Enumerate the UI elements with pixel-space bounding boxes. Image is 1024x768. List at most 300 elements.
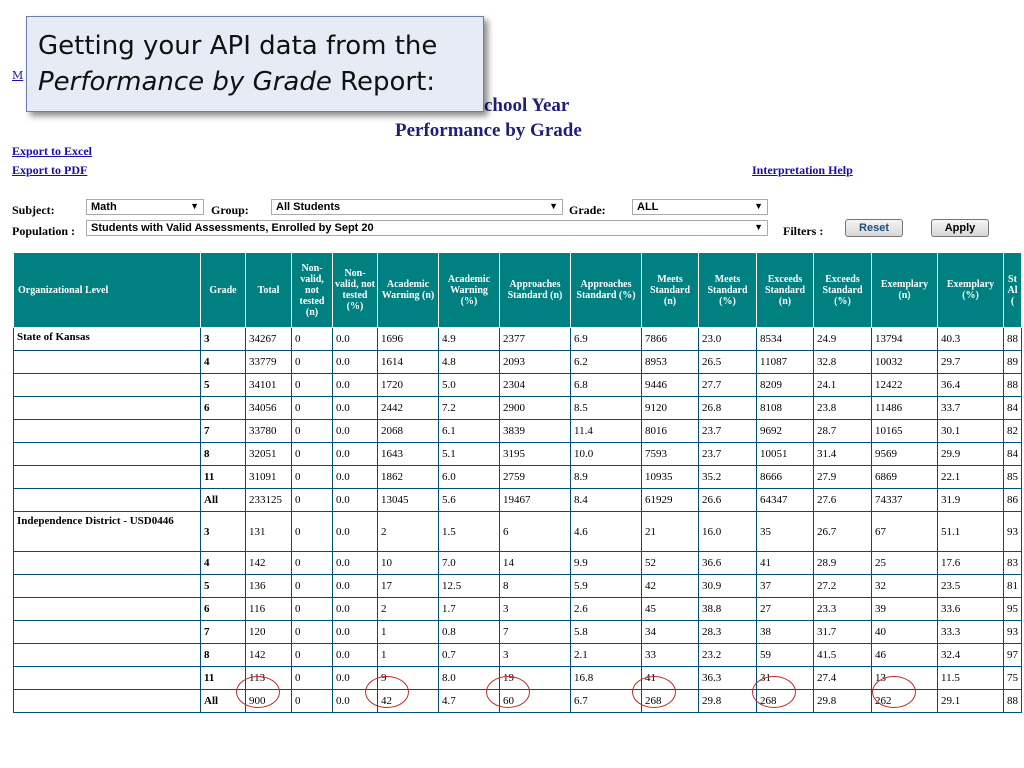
org-level-cell	[14, 598, 201, 621]
table-cell: 11.4	[571, 420, 642, 443]
table-cell: 9692	[757, 420, 814, 443]
table-cell: 0	[292, 575, 333, 598]
table-body	[14, 328, 1022, 713]
org-level-cell	[14, 420, 201, 443]
grade-label: Grade:	[569, 203, 606, 217]
table-cell: 9.9	[571, 552, 642, 575]
org-level-cell	[14, 351, 201, 374]
table-cell: 24.9	[814, 328, 872, 351]
grade-cell: 4	[201, 351, 246, 374]
table-cell: 7866	[642, 328, 699, 351]
table-cell: 0.0	[333, 552, 378, 575]
table-cell: 19	[500, 667, 571, 690]
table-cell: 5.0	[439, 374, 500, 397]
table-cell: 40	[872, 621, 938, 644]
table-cell: 5.8	[571, 621, 642, 644]
table-cell: 0.0	[333, 598, 378, 621]
table-cell: 8.4	[571, 489, 642, 512]
table-cell: 28.7	[814, 420, 872, 443]
table-cell: 31.7	[814, 621, 872, 644]
table-cell: 7	[500, 621, 571, 644]
table-cell: 89	[1004, 351, 1022, 374]
table-cell: 233125	[246, 489, 292, 512]
subject-select[interactable]	[86, 199, 204, 215]
table-cell: 36.4	[938, 374, 1004, 397]
table-cell: 34056	[246, 397, 292, 420]
table-cell: 9446	[642, 374, 699, 397]
column-header: Exceeds Standard (%)	[814, 253, 872, 328]
org-level-cell	[14, 397, 201, 420]
table-cell: 1720	[378, 374, 439, 397]
table-cell: 0.0	[333, 397, 378, 420]
table-cell: 38.8	[699, 598, 757, 621]
table-row	[14, 420, 1022, 443]
table-cell: 0.8	[439, 621, 500, 644]
table-cell: 8209	[757, 374, 814, 397]
table-cell: 93	[1004, 621, 1022, 644]
table-cell: 0.0	[333, 621, 378, 644]
table-cell: 24.1	[814, 374, 872, 397]
table-cell: 0.0	[333, 667, 378, 690]
table-cell: 3195	[500, 443, 571, 466]
table-cell: 10032	[872, 351, 938, 374]
column-header: Non-valid, not tested (n)	[292, 253, 333, 328]
filters-label: Filters :	[783, 224, 824, 238]
table-cell: 10935	[642, 466, 699, 489]
column-header: Exemplary (%)	[938, 253, 1004, 328]
table-row	[14, 552, 1022, 575]
column-header: Exemplary (n)	[872, 253, 938, 328]
table-cell: 0.0	[333, 512, 378, 552]
table-cell: 8016	[642, 420, 699, 443]
table-cell: 131	[246, 512, 292, 552]
table-cell: 64347	[757, 489, 814, 512]
table-cell: 27.9	[814, 466, 872, 489]
performance-table	[13, 252, 1022, 713]
table-cell: 45	[642, 598, 699, 621]
table-cell: 84	[1004, 443, 1022, 466]
table-cell: 8.5	[571, 397, 642, 420]
table-cell: 11.5	[938, 667, 1004, 690]
table-row	[14, 351, 1022, 374]
table-cell: 2	[378, 598, 439, 621]
table-cell: 28.9	[814, 552, 872, 575]
table-cell: 7.2	[439, 397, 500, 420]
report-title-line-2: Performance by Grade	[395, 120, 582, 141]
table-cell: 37	[757, 575, 814, 598]
column-header: Grade	[201, 253, 246, 328]
table-cell: 36.6	[699, 552, 757, 575]
table-cell: 10051	[757, 443, 814, 466]
table-cell: 17.6	[938, 552, 1004, 575]
column-header: Exceeds Standard (n)	[757, 253, 814, 328]
top-link-fragment[interactable]: M	[12, 69, 24, 82]
table-cell: 33780	[246, 420, 292, 443]
table-cell: 2093	[500, 351, 571, 374]
callout-box	[26, 16, 484, 112]
table-row	[14, 575, 1022, 598]
table-cell: 31	[757, 667, 814, 690]
table-cell: 67	[872, 512, 938, 552]
table-cell: 0	[292, 598, 333, 621]
grade-cell: All	[201, 690, 246, 713]
table-cell: 40.3	[938, 328, 1004, 351]
grade-cell: 7	[201, 621, 246, 644]
table-cell: 81	[1004, 575, 1022, 598]
table-cell: 7.0	[439, 552, 500, 575]
table-cell: 268	[642, 690, 699, 713]
table-row	[14, 598, 1022, 621]
report-title-line-1: chool Year	[484, 95, 570, 116]
table-cell: 1	[378, 644, 439, 667]
column-header: Academic Warning (%)	[439, 253, 500, 328]
table-row	[14, 443, 1022, 466]
table-cell: 7593	[642, 443, 699, 466]
table-cell: 0.7	[439, 644, 500, 667]
population-value: Students with Valid Assessments, Enrolled by Sept 20	[91, 222, 374, 234]
table-cell: 8666	[757, 466, 814, 489]
table-cell: 0	[292, 644, 333, 667]
org-level-cell	[14, 443, 201, 466]
table-row	[14, 489, 1022, 512]
grade-cell: 3	[201, 512, 246, 552]
callout-line-2-rest: Report:	[331, 67, 436, 97]
table-cell: 0	[292, 328, 333, 351]
column-header: Organizational Level	[14, 253, 201, 328]
table-cell: 27.6	[814, 489, 872, 512]
table-cell: 27	[757, 598, 814, 621]
table-cell: 0	[292, 512, 333, 552]
table-cell: 23.0	[699, 328, 757, 351]
table-cell: 13	[872, 667, 938, 690]
table-cell: 8534	[757, 328, 814, 351]
population-select[interactable]	[86, 220, 768, 236]
interpretation-help-link[interactable]: Interpretation Help	[752, 163, 853, 177]
table-cell: 0.0	[333, 690, 378, 713]
grade-cell: 11	[201, 667, 246, 690]
table-cell: 27.2	[814, 575, 872, 598]
table-cell: 4.8	[439, 351, 500, 374]
table-cell: 10.0	[571, 443, 642, 466]
table-cell: 142	[246, 644, 292, 667]
table-cell: 75	[1004, 667, 1022, 690]
export-pdf-link[interactable]: Export to PDF	[12, 163, 88, 177]
table-header-row	[14, 253, 1022, 328]
table-cell: 9	[378, 667, 439, 690]
chevron-down-icon: ▼	[190, 201, 199, 211]
table-cell: 0	[292, 397, 333, 420]
table-cell: 21	[642, 512, 699, 552]
table-cell: 0.0	[333, 443, 378, 466]
table-cell: 0.0	[333, 328, 378, 351]
export-excel-link[interactable]: Export to Excel	[12, 144, 92, 158]
table-cell: 39	[872, 598, 938, 621]
column-header: Approaches Standard (n)	[500, 253, 571, 328]
table-row	[14, 328, 1022, 351]
table-cell: 9569	[872, 443, 938, 466]
table-cell: 52	[642, 552, 699, 575]
table-cell: 22.1	[938, 466, 1004, 489]
table-cell: 33.6	[938, 598, 1004, 621]
table-cell: 8.0	[439, 667, 500, 690]
callout-report-name: Performance by Grade	[38, 67, 332, 97]
table-cell: 34101	[246, 374, 292, 397]
table-cell: 25	[872, 552, 938, 575]
table-cell: 27.7	[699, 374, 757, 397]
table-cell: 74337	[872, 489, 938, 512]
table-cell: 26.6	[699, 489, 757, 512]
table-cell: 0	[292, 351, 333, 374]
table-cell: 0.0	[333, 420, 378, 443]
table-cell: 83	[1004, 552, 1022, 575]
table-cell: 16.0	[699, 512, 757, 552]
table-cell: 6869	[872, 466, 938, 489]
table-cell: 4.7	[439, 690, 500, 713]
table-cell: 1.7	[439, 598, 500, 621]
table-cell: 142	[246, 552, 292, 575]
table-cell: 6.0	[439, 466, 500, 489]
table-cell: 1696	[378, 328, 439, 351]
table-cell: 900	[246, 690, 292, 713]
table-cell: 42	[642, 575, 699, 598]
table-cell: 3839	[500, 420, 571, 443]
grade-cell: 5	[201, 575, 246, 598]
grade-cell: All	[201, 489, 246, 512]
table-cell: 17	[378, 575, 439, 598]
table-cell: 6.1	[439, 420, 500, 443]
table-cell: 41	[642, 667, 699, 690]
table-cell: 41	[757, 552, 814, 575]
table-cell: 1643	[378, 443, 439, 466]
table-row	[14, 690, 1022, 713]
org-level-cell	[14, 466, 201, 489]
table-cell: 5.1	[439, 443, 500, 466]
table-cell: 11486	[872, 397, 938, 420]
table-cell: 4.9	[439, 328, 500, 351]
table-cell: 2068	[378, 420, 439, 443]
table-cell: 1614	[378, 351, 439, 374]
table-cell: 32.8	[814, 351, 872, 374]
table-cell: 2759	[500, 466, 571, 489]
table-cell: 33	[642, 644, 699, 667]
table-cell: 16.8	[571, 667, 642, 690]
table-cell: 2377	[500, 328, 571, 351]
table-cell: 61929	[642, 489, 699, 512]
grade-cell: 4	[201, 552, 246, 575]
table-cell: 36.3	[699, 667, 757, 690]
table-cell: 30.1	[938, 420, 1004, 443]
table-cell: 23.2	[699, 644, 757, 667]
table-cell: 6	[500, 512, 571, 552]
table-cell: 1	[378, 621, 439, 644]
table-cell: 5.9	[571, 575, 642, 598]
org-level-cell	[14, 621, 201, 644]
table-cell: 12.5	[439, 575, 500, 598]
table-cell: 19467	[500, 489, 571, 512]
table-cell: 9120	[642, 397, 699, 420]
column-header: Meets Standard (n)	[642, 253, 699, 328]
table-cell: 23.8	[814, 397, 872, 420]
table-cell: 29.9	[938, 443, 1004, 466]
table-cell: 13794	[872, 328, 938, 351]
table-cell: 3	[500, 644, 571, 667]
table-cell: 35	[757, 512, 814, 552]
table-cell: 29.8	[814, 690, 872, 713]
table-cell: 0	[292, 466, 333, 489]
table-cell: 120	[246, 621, 292, 644]
group-label: Group:	[211, 203, 249, 217]
table-cell: 0.0	[333, 644, 378, 667]
table-cell: 12422	[872, 374, 938, 397]
table-cell: 13045	[378, 489, 439, 512]
table-cell: 8.9	[571, 466, 642, 489]
column-header: Meets Standard (%)	[699, 253, 757, 328]
table-cell: 0.0	[333, 374, 378, 397]
table-cell: 2442	[378, 397, 439, 420]
table-cell: 268	[757, 690, 814, 713]
grade-cell: 8	[201, 644, 246, 667]
column-header: Non-valid, not tested (%)	[333, 253, 378, 328]
table-row	[14, 466, 1022, 489]
table-cell: 1.5	[439, 512, 500, 552]
org-level-cell: State of Kansas	[14, 328, 201, 351]
table-cell: 97	[1004, 644, 1022, 667]
table-cell: 93	[1004, 512, 1022, 552]
table-cell: 2304	[500, 374, 571, 397]
table-cell: 0.0	[333, 575, 378, 598]
table-cell: 2900	[500, 397, 571, 420]
table-cell: 88	[1004, 374, 1022, 397]
table-cell: 0	[292, 552, 333, 575]
column-header: Approaches Standard (%)	[571, 253, 642, 328]
column-header: Total	[246, 253, 292, 328]
table-cell: 29.8	[699, 690, 757, 713]
group-select[interactable]	[271, 199, 563, 215]
table-cell: 23.7	[699, 420, 757, 443]
table-cell: 14	[500, 552, 571, 575]
subject-label: Subject:	[12, 203, 55, 217]
population-label: Population :	[12, 224, 76, 238]
table-cell: 31091	[246, 466, 292, 489]
table-cell: 10165	[872, 420, 938, 443]
table-cell: 5.6	[439, 489, 500, 512]
table-cell: 11087	[757, 351, 814, 374]
grade-cell: 11	[201, 466, 246, 489]
table-cell: 85	[1004, 466, 1022, 489]
group-value: All Students	[276, 201, 341, 213]
table-cell: 29.7	[938, 351, 1004, 374]
table-cell: 95	[1004, 598, 1022, 621]
table-cell: 38	[757, 621, 814, 644]
table-cell: 0	[292, 374, 333, 397]
table-cell: 84	[1004, 397, 1022, 420]
table-cell: 23.5	[938, 575, 1004, 598]
column-header: St Al (	[1004, 253, 1022, 328]
org-level-cell	[14, 489, 201, 512]
table-row	[14, 512, 1022, 552]
table-cell: 8108	[757, 397, 814, 420]
table-cell: 116	[246, 598, 292, 621]
table-cell: 33.3	[938, 621, 1004, 644]
grade-cell: 8	[201, 443, 246, 466]
table-cell: 0	[292, 667, 333, 690]
org-level-cell: Independence District - USD0446	[14, 512, 201, 552]
table-row	[14, 621, 1022, 644]
table-cell: 6.9	[571, 328, 642, 351]
table-cell: 23.3	[814, 598, 872, 621]
table-cell: 0	[292, 690, 333, 713]
table-row	[14, 374, 1022, 397]
table-cell: 10	[378, 552, 439, 575]
callout-line-1: Getting your API data from the	[38, 31, 438, 61]
table-cell: 136	[246, 575, 292, 598]
table-cell: 31.4	[814, 443, 872, 466]
table-cell: 34267	[246, 328, 292, 351]
apply-button[interactable]: Apply	[931, 219, 989, 237]
table-cell: 2.6	[571, 598, 642, 621]
table-cell: 262	[872, 690, 938, 713]
grade-select[interactable]	[632, 199, 768, 215]
table-cell: 26.7	[814, 512, 872, 552]
subject-value: Math	[91, 201, 117, 213]
table-cell: 33779	[246, 351, 292, 374]
table-cell: 0	[292, 420, 333, 443]
callout-line-2	[38, 64, 483, 100]
table-cell: 2.1	[571, 644, 642, 667]
table-cell: 113	[246, 667, 292, 690]
table-cell: 0	[292, 489, 333, 512]
table-cell: 86	[1004, 489, 1022, 512]
table-cell: 0.0	[333, 489, 378, 512]
reset-button[interactable]: Reset	[845, 219, 903, 237]
table-cell: 0	[292, 621, 333, 644]
table-cell: 1862	[378, 466, 439, 489]
table-row	[14, 397, 1022, 420]
table-cell: 41.5	[814, 644, 872, 667]
table-cell: 8953	[642, 351, 699, 374]
table-row	[14, 644, 1022, 667]
table-cell: 51.1	[938, 512, 1004, 552]
table-cell: 6.2	[571, 351, 642, 374]
table-cell: 42	[378, 690, 439, 713]
grade-cell: 6	[201, 598, 246, 621]
table-cell: 0.0	[333, 351, 378, 374]
chevron-down-icon: ▼	[754, 222, 763, 232]
table-cell: 26.8	[699, 397, 757, 420]
table-cell: 6.8	[571, 374, 642, 397]
table-cell: 28.3	[699, 621, 757, 644]
table-cell: 32	[872, 575, 938, 598]
table-cell: 0.0	[333, 466, 378, 489]
table-cell: 82	[1004, 420, 1022, 443]
org-level-cell	[14, 552, 201, 575]
table-cell: 29.1	[938, 690, 1004, 713]
table-cell: 3	[500, 598, 571, 621]
table-cell: 35.2	[699, 466, 757, 489]
chevron-down-icon: ▼	[549, 201, 558, 211]
table-cell: 59	[757, 644, 814, 667]
table-cell: 88	[1004, 328, 1022, 351]
chevron-down-icon: ▼	[754, 201, 763, 211]
org-level-cell	[14, 667, 201, 690]
grade-cell: 6	[201, 397, 246, 420]
org-level-cell	[14, 575, 201, 598]
table-cell: 34	[642, 621, 699, 644]
table-cell: 88	[1004, 690, 1022, 713]
table-cell: 33.7	[938, 397, 1004, 420]
table-cell: 2	[378, 512, 439, 552]
table-cell: 46	[872, 644, 938, 667]
